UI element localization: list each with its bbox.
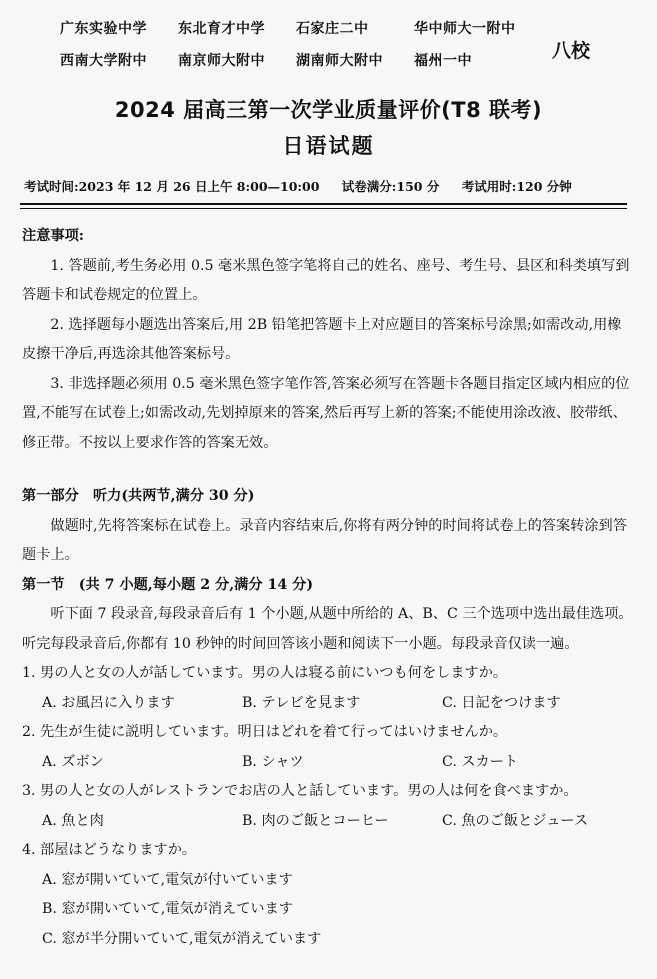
- full-score: 试卷满分:150 分: [341, 179, 440, 194]
- header-divider: [20, 203, 627, 205]
- note-item: 3. 非选择题必须用 0.5 毫米黑色签字笔作答,答案必须写在答题卡各题目指定区域内相应的位置,不能写在试卷上;如需改动,先划掉原来的答案,然后再写上新的答案;不能使用涂改液、胶带纸、修正带。不按以上要求作答的答案无效。: [22, 375, 630, 451]
- school-name: 广东实验中学: [60, 21, 147, 37]
- school-name: 西南大学附中: [60, 53, 147, 69]
- exam-body: [22, 222, 634, 954]
- note-item: 1. 答题前,考生务必用 0.5 毫米黑色签字笔将自己的姓名、座号、考生号、县区和科类填写到答题卡和试卷规定的位置上。: [22, 257, 630, 303]
- exam-meta: [24, 177, 590, 195]
- school-name: 南京师大附中: [178, 53, 265, 69]
- school-name: 东北育才中学: [178, 21, 265, 37]
- option-c: C. 魚のご飯とジュース: [442, 812, 589, 829]
- eight-schools-label: 八校: [552, 40, 591, 62]
- option-a: A. 窓が開いていて,電気が付いています: [42, 871, 293, 888]
- question-text: 3. 男の人と女の人がレストランでお店の人と話しています。男の人は何を食べますか。: [22, 783, 578, 799]
- part1-heading: 第一部分 听力(共两节,满分 30 分): [22, 488, 255, 504]
- school-name: 石家庄二中: [296, 21, 369, 37]
- spacer: [22, 458, 634, 482]
- school-list: [60, 18, 540, 70]
- option-b: B. テレビを見ます: [242, 694, 361, 711]
- notes-heading: 注意事项:: [22, 228, 84, 244]
- question-text: 1. 男の人と女の人が話しています。男の人は寝る前にいつも何をしますか。: [22, 665, 508, 681]
- option-b: B. シャツ: [242, 753, 304, 770]
- option-a: A. お風呂に入ります: [42, 694, 175, 711]
- question-text: 4. 部屋はどうなりますか。: [22, 842, 197, 858]
- option-a: A. 魚と肉: [42, 812, 104, 829]
- school-name: 湖南师大附中: [296, 53, 383, 69]
- option-c: C. 日記をつけます: [442, 694, 561, 711]
- exam-duration: 考试用时:120 分钟: [461, 179, 572, 194]
- school-name: 华中师大一附中: [414, 21, 516, 37]
- section1-instruction: 听下面 7 段录音,每段录音后有 1 个小题,从题中所给的 A、B、C 三个选项中选出最佳选项。听完每段录音后,你都有 10 秒钟的时间回答该小题和阅读下一小题。每段录音仅读一遍。: [22, 606, 633, 652]
- option-a: A. ズボン: [42, 753, 104, 770]
- exam-subtitle: 日语试题: [282, 134, 375, 158]
- option-c: C. 窓が半分開いていて,電気が消えています: [42, 930, 322, 947]
- exam-title: 2024 届高三第一次学业质量评价(T8 联考): [114, 98, 543, 122]
- section1-heading: 第一节 (共 7 小题,每小题 2 分,满分 14 分): [22, 576, 314, 593]
- option-b: B. 窓が開いていて,電気が消えています: [42, 901, 293, 917]
- question-options: [22, 689, 634, 719]
- question-options: [22, 748, 634, 778]
- question-options: [22, 866, 634, 955]
- note-item: 2. 选择题每小题选出答案后,用 2B 铅笔把答题卡上对应题目的答案标号涂黑;如需改动,用橡皮擦干净后,再选涂其他答案标号。: [22, 316, 622, 362]
- part1-instruction: 做题时,先将答案标在试卷上。录音内容结束后,你将有两分钟的时间将试卷上的答案转涂到答题卡上。: [22, 517, 627, 563]
- question-text: 2. 先生が生徒に説明しています。明日はどれを着て行ってはいけませんか。: [22, 724, 508, 740]
- exam-time: 考试时间:2023 年 12 月 26 日上午 8:00—10:00: [24, 179, 320, 194]
- option-b: B. 肉のご飯とコーヒー: [242, 812, 389, 829]
- option-c: C. スカート: [442, 753, 519, 770]
- question-options: [22, 807, 634, 837]
- header-divider-thin: [20, 208, 627, 209]
- school-name: 福州一中: [414, 53, 472, 69]
